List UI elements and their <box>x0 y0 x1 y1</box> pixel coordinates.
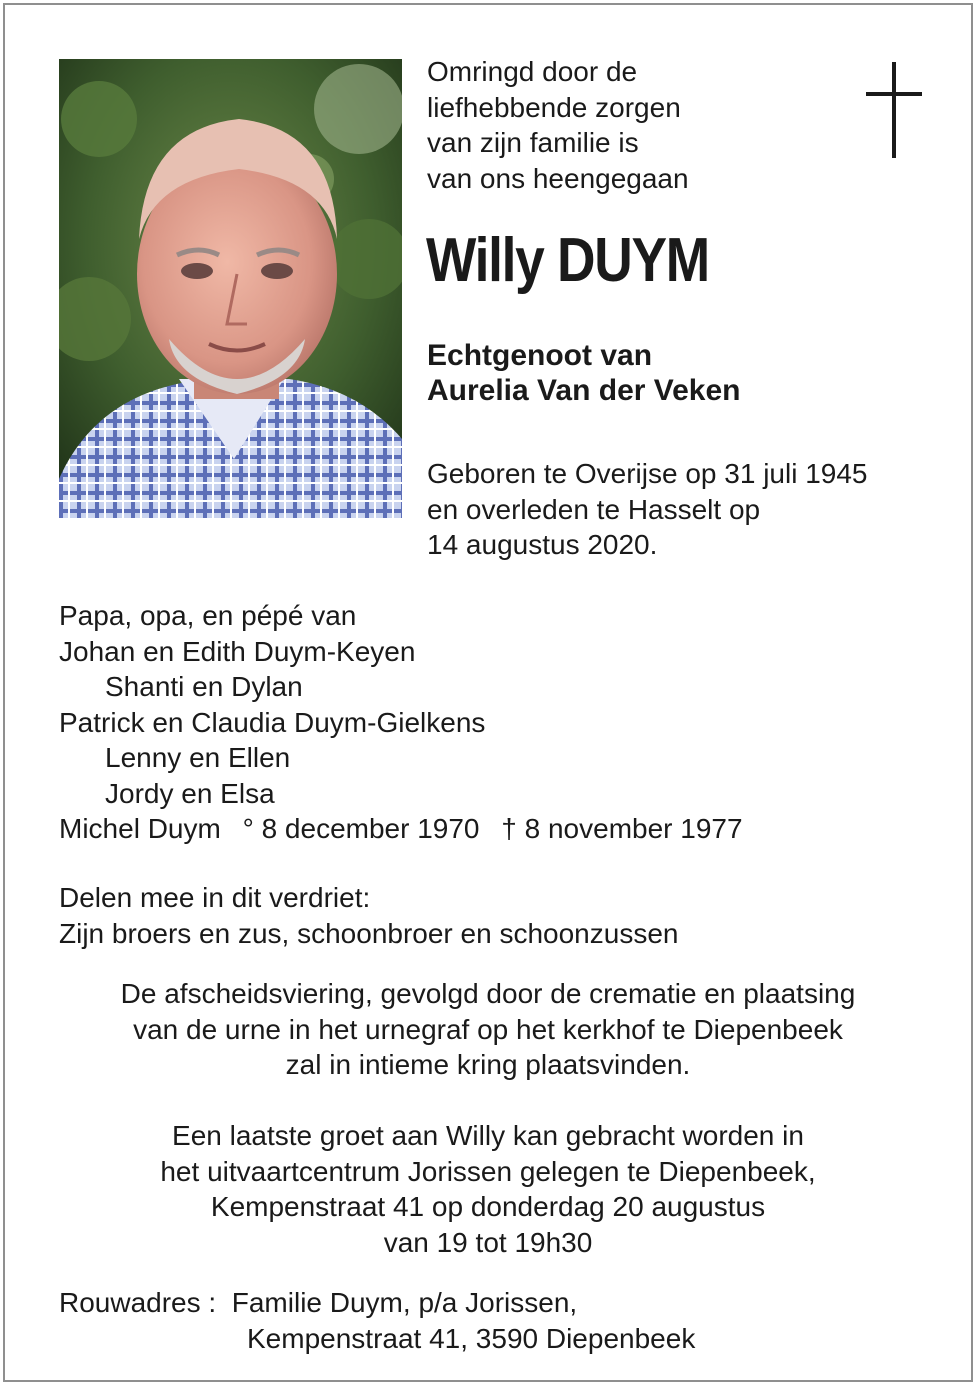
michel-name: Michel Duym <box>59 813 221 844</box>
ceremony-line: De afscheidsviering, gevolgd door de crematie en plaatsing <box>120 978 856 1009</box>
greeting-line: Een laatste groet aan Willy kan gebracht worden in <box>172 1120 804 1151</box>
greeting-text <box>0 1118 976 1260</box>
birth-death-text <box>427 456 868 563</box>
spouse-info <box>427 338 741 408</box>
michel-born: ° 8 december 1970 <box>242 813 480 844</box>
family-member-michel <box>59 811 757 847</box>
share-heading: Delen mee in dit verdriet: <box>59 882 371 913</box>
grandchildren: Jordy en Elsa <box>105 777 275 809</box>
address-line1 <box>59 1285 695 1321</box>
intro-text <box>427 54 689 196</box>
family-member: Johan en Edith Duym-Keyen <box>59 635 416 667</box>
address-family: Familie Duym, p/a Jorissen, <box>231 1287 578 1318</box>
mourning-address <box>59 1285 695 1356</box>
family-heading: Papa, opa, en pépé van <box>59 600 357 631</box>
spouse-line: Echtgenoot van <box>427 339 653 372</box>
grandchildren: Lenny en Ellen <box>105 742 291 773</box>
grandchildren: Shanti en Dylan <box>105 671 303 702</box>
intro-line: Omringd door de <box>427 56 638 87</box>
family-list <box>59 598 757 847</box>
birth-line: Geboren te Overijse op 31 juli 1945 <box>427 458 868 489</box>
greeting-line: het uitvaartcentrum Jorissen gelegen te Diepenbeek, <box>160 1155 816 1187</box>
cross-icon <box>866 62 922 158</box>
ceremony-line: zal in intieme kring plaatsvinden. <box>285 1049 691 1080</box>
family-member: Patrick en Claudia Duym-Gielkens <box>59 706 486 738</box>
share-grief <box>59 880 678 951</box>
intro-line: van ons heengegaan <box>427 162 689 194</box>
death-line: en overleden te Hasselt op <box>427 493 761 525</box>
address-line2: Kempenstraat 41, 3590 Diepenbeek <box>247 1322 696 1354</box>
deceased-name: Willy DUYM <box>426 226 709 295</box>
michel-died: † 8 november 1977 <box>501 813 743 844</box>
portrait-photo <box>59 59 402 520</box>
greeting-line: van 19 tot 19h30 <box>383 1226 593 1258</box>
greeting-line: Kempenstraat 41 op donderdag 20 augustus <box>210 1191 766 1222</box>
share-line: Zijn broers en zus, schoonbroer en schoonzussen <box>59 917 679 949</box>
spouse-name: Aurelia Van der Veken <box>427 374 741 407</box>
death-date: 14 augustus 2020. <box>427 529 658 560</box>
intro-line: liefhebbende zorgen <box>427 91 681 123</box>
address-label: Rouwadres : <box>59 1287 217 1318</box>
portrait-image <box>59 59 402 520</box>
ceremony-line: van de urne in het urnegraf op het kerkhof te Diepenbeek <box>133 1013 843 1045</box>
intro-line: van zijn familie is <box>427 127 639 158</box>
ceremony-text <box>0 976 976 1083</box>
